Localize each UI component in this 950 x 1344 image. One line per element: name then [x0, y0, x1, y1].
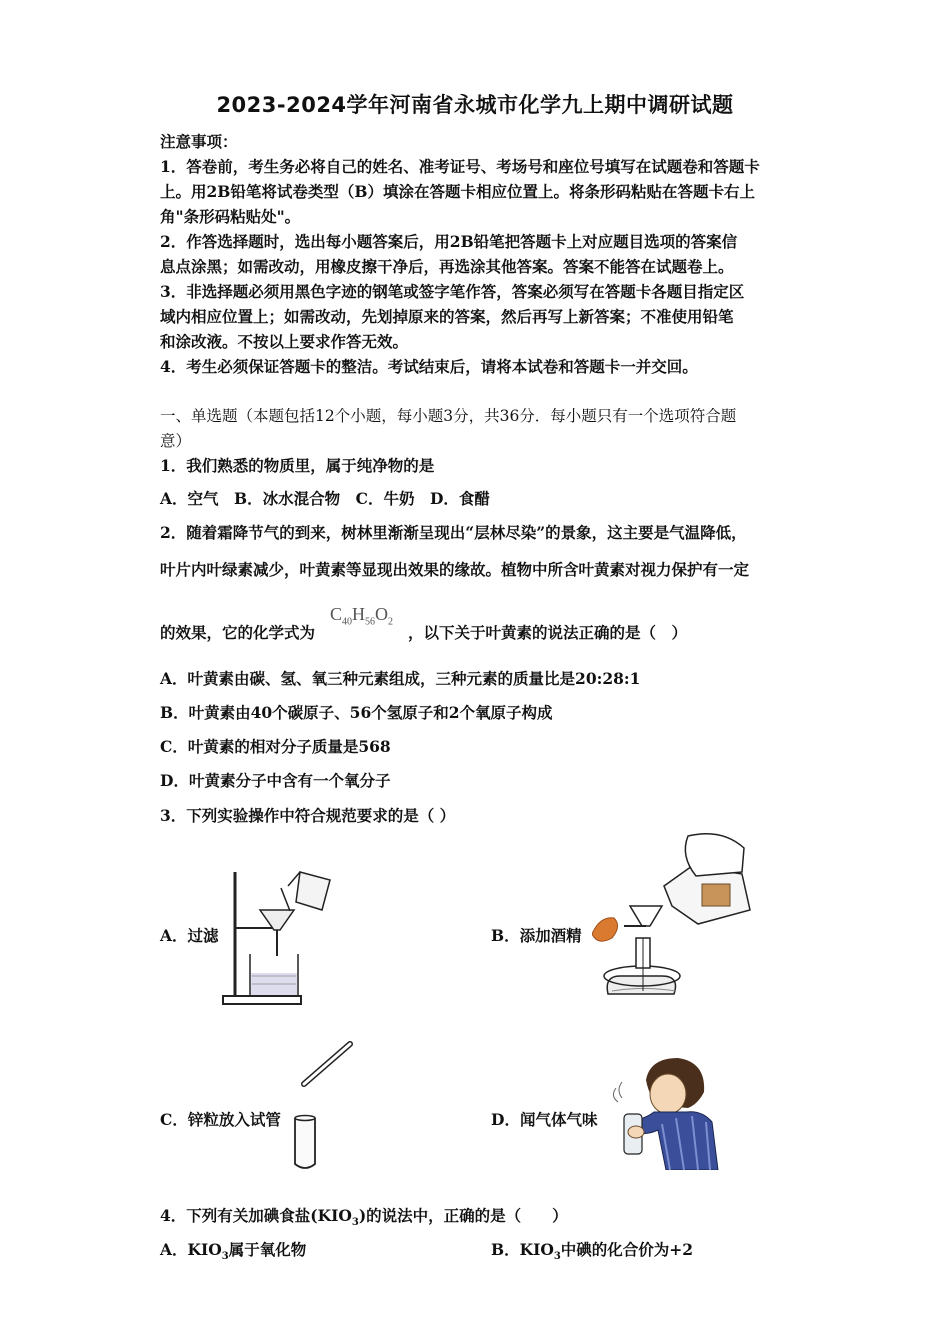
question-2-option-b: B．叶黄素由40个碳原子、56个氢原子和2个氧原子构成	[160, 703, 553, 722]
section-heading-cont: 意）	[160, 432, 192, 450]
question-2-stem: ，以下关于叶黄素的说法正确的是（ ）	[408, 623, 688, 642]
question-2-stem: 2．随着霜降节气的到来，树林里渐渐呈现出“层林尽染”的景象，这主要是气温降低，	[160, 523, 747, 542]
question-4-stem: 4．下列有关加碘食盐$(KIO_3)$的说法中，正确的是（ ）	[160, 1206, 568, 1229]
alcohol-lamp-illustration	[592, 826, 757, 1009]
notice-heading: 注意事项：	[160, 132, 238, 151]
question-3-option-a: A．过滤	[160, 926, 219, 945]
notice-line: 息点涂黑；如需改动，用橡皮擦干净后，再选涂其他答案。答案不能答在试题卷上。	[160, 257, 734, 276]
question-2-option-c: C．叶黄素的相对分子质量是568	[160, 737, 391, 756]
section-heading: 一、单选题（本题包括12个小题，每小题3分，共36分．每小题只有一个选项符合题	[160, 407, 737, 425]
test-tube-illustration	[290, 1040, 360, 1172]
question-2-option-d: D．叶黄素分子中含有一个氧分子	[160, 771, 391, 790]
question-3-option-b: B．添加酒精	[491, 926, 582, 945]
notice-line: 上。用2B铅笔将试卷类型（B）填涂在答题卡相应位置上。将条形码粘贴在答题卡右上	[160, 182, 755, 201]
question-4-option-b: B．$KIO_3$中碘的化合价为+2	[491, 1240, 694, 1263]
question-3-option-d: D．闻气体气味	[491, 1110, 598, 1129]
notice-line: 角"条形码粘贴处"。	[160, 207, 301, 226]
question-1-options: A．空气 B．冰水混合物 C．牛奶 D．食醋	[160, 489, 490, 508]
chemical-formula: $C_{40}H_{56}O_2$	[330, 604, 394, 628]
question-2-stem: 的效果，它的化学式为	[160, 623, 316, 642]
question-2-option-a: A．叶黄素由碳、氢、氧三种元素组成，三种元素的质量比是20:28:1	[160, 669, 641, 688]
filtration-illustration	[218, 858, 343, 1010]
question-3-option-c: C．锌粒放入试管	[160, 1110, 281, 1129]
question-2-stem: 叶片内叶绿素减少，叶黄素等显现出效果的缘故。植物中所含叶黄素对视力保护有一定	[160, 560, 750, 579]
page-title: 2023-2024学年河南省永城市化学九上期中调研试题	[216, 93, 734, 117]
question-4-option-a: A．$KIO_3$属于氧化物	[160, 1240, 307, 1263]
question-1-stem: 1．我们熟悉的物质里，属于纯净物的是	[160, 456, 435, 475]
notice-line: 2．作答选择题时，选出每小题答案后，用2B铅笔把答题卡上对应题目选项的答案信	[160, 232, 738, 251]
notice-line: 4．考生必须保证答题卡的整洁。考试结束后，请将本试卷和答题卡一并交回。	[160, 357, 698, 376]
question-3-stem: 3．下列实验操作中符合规范要求的是（ ）	[160, 806, 456, 825]
smelling-gas-illustration	[606, 1052, 721, 1170]
notice-line: 1．答卷前，考生务必将自己的姓名、准考证号、考场号和座位号填写在试题卷和答题卡	[160, 157, 760, 176]
notice-line: 和涂改液。不按以上要求作答无效。	[160, 332, 409, 351]
notice-line: 3．非选择题必须用黑色字迹的钢笔或签字笔作答，答案必须写在答题卡各题目指定区	[160, 282, 745, 301]
notice-line: 域内相应位置上；如需改动，先划掉原来的答案，然后再写上新答案；不准使用铅笔	[160, 307, 734, 326]
